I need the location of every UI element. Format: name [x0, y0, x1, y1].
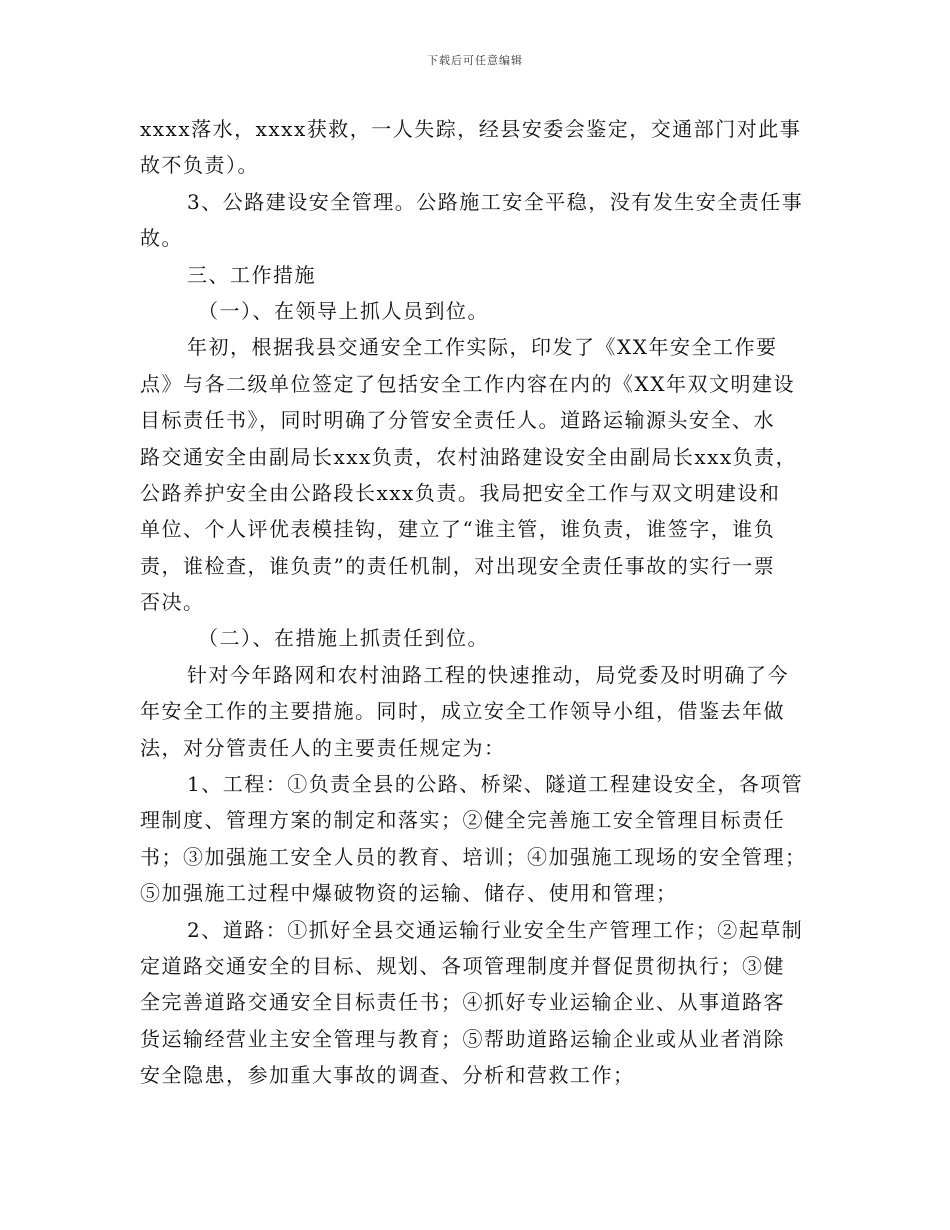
text-line: 3、公路建设安全管理。公路施工安全平稳，没有发生安全责任事	[187, 189, 804, 214]
text-line: 否决。	[140, 590, 205, 615]
text-line: 故不负责）。	[140, 153, 259, 178]
text-line: 单位、个人评优表模挂钩，建立了“谁主管，谁负责，谁签字，谁负	[140, 517, 776, 542]
text-line: 目标责任书》，同时明确了分管安全责任人。道路运输源头安全、水	[140, 408, 775, 433]
subsection-heading: （二）、在措施上抓责任到位。	[198, 626, 489, 651]
text-line: 公路养护安全由公路段长xxx负责。我局把安全工作与双文明建设和	[140, 480, 781, 505]
text-line: 货运输经营业主安全管理与教育；⑤帮助道路运输企业或从业者消除	[140, 1026, 785, 1051]
text-line: ⑤加强施工过程中爆破物资的运输、储存、使用和管理；	[140, 881, 678, 906]
section-heading: 三、工作措施	[187, 262, 316, 287]
text-line: 法，对分管责任人的主要责任规定为：	[140, 735, 506, 760]
text-line: 全完善道路交通安全目标责任书；④抓好专业运输企业、从事道路客	[140, 990, 785, 1015]
text-line: 年初，根据我县交通安全工作实际，印发了《XX年安全工作要	[187, 335, 778, 360]
text-line: 责，谁检查，谁负责”的责任机制，对出现安全责任事故的实行一票	[140, 553, 776, 578]
text-line: 1、工程：①负责全县的公路、桥梁、隧道工程建设安全，各项管	[187, 772, 804, 797]
text-line: 路交通安全由副局长xxx负责，农村油路建设安全由副局长xxx负责，	[140, 444, 798, 469]
text-line: 2、道路：①抓好全县交通运输行业安全生产管理工作；②起草制	[187, 917, 804, 942]
page-header: 下载后可任意编辑	[427, 54, 523, 67]
text-line: 年安全工作的主要措施。同时，成立安全工作领导小组，借鉴去年做	[140, 699, 785, 724]
text-line: 理制度、管理方案的制定和落实；②健全完善施工安全管理目标责任	[140, 808, 785, 833]
text-line: 定道路交通安全的目标、规划、各项管理制度并督促贯彻执行；③健	[140, 953, 785, 978]
text-line: 针对今年路网和农村油路工程的快速推动，局党委及时明确了今	[187, 662, 789, 687]
text-line: 故。	[140, 226, 183, 251]
document-body	[140, 111, 810, 1094]
text-line: 点》与各二级单位签定了包括安全工作内容在内的《XX年双文明建设	[140, 371, 795, 396]
text-line: xxxx落水，xxxx获救，一人失踪，经县安委会鉴定，交通部门对此事	[140, 117, 802, 141]
subsection-heading: （一）、在领导上抓人员到位。	[198, 298, 489, 323]
text-line: 安全隐患，参加重大事故的调查、分析和营救工作；	[140, 1063, 635, 1088]
text-line: 书；③加强施工安全人员的教育、培训；④加强施工现场的安全管理；	[140, 844, 807, 869]
